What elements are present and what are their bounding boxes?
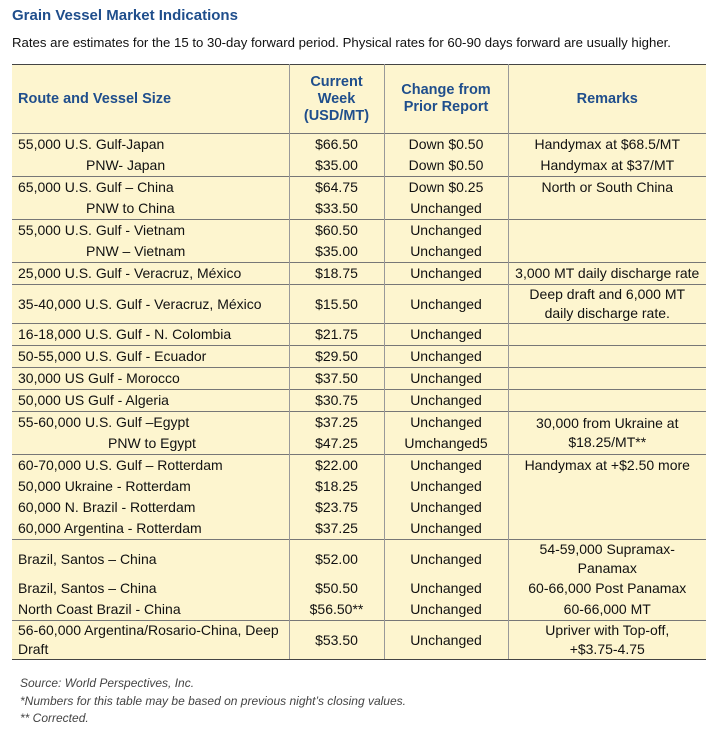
table-row <box>12 346 706 368</box>
route-cell: 56-60,000 Argentina/Rosario-China, Deep Draft <box>12 621 289 660</box>
header-change-line2: Prior Report <box>403 99 489 115</box>
rate-cell: $29.50 <box>289 346 384 368</box>
header-change <box>384 65 508 134</box>
page-subtitle: Rates are estimates for the 15 to 30-day forward period. Physical rates for 60-90 days forward are usually higher. <box>12 35 671 50</box>
footnote-corrected: ** Corrected. <box>20 711 89 725</box>
route-cell: PNW – Vietnam <box>12 241 289 263</box>
change-cell: Unchanged <box>384 324 508 346</box>
route-cell: 50,000 US Gulf - Algeria <box>12 390 289 412</box>
change-cell: Down $0.50 <box>384 155 508 177</box>
remarks-cell: 30,000 from Ukraine at $18.25/MT** <box>508 412 706 455</box>
table-row <box>12 578 706 599</box>
remarks-cell: Handymax at $68.5/MT <box>508 134 706 156</box>
table-row <box>12 621 706 660</box>
table-row <box>12 324 706 346</box>
route-cell: 55,000 U.S. Gulf-Japan <box>12 134 289 156</box>
footnote-closing-values: *Numbers for this table may be based on previous night’s closing values. <box>20 694 406 708</box>
table-row <box>12 599 706 621</box>
rate-cell: $37.25 <box>289 412 384 434</box>
remarks-cell <box>508 497 706 518</box>
rate-cell: $56.50** <box>289 599 384 621</box>
rate-cell: $47.25 <box>289 433 384 455</box>
remarks-cell <box>508 324 706 346</box>
remarks-cell: 54-59,000 Supramax-Panamax <box>508 540 706 579</box>
rates-table <box>12 64 706 660</box>
rate-cell: $18.75 <box>289 263 384 285</box>
remarks-cell: 60-66,000 MT <box>508 599 706 621</box>
change-cell: Unchanged <box>384 412 508 434</box>
route-cell: 55,000 U.S. Gulf - Vietnam <box>12 220 289 242</box>
route-cell: 16-18,000 U.S. Gulf - N. Colombia <box>12 324 289 346</box>
rate-cell: $23.75 <box>289 497 384 518</box>
route-cell: 50,000 Ukraine - Rotterdam <box>12 476 289 497</box>
change-cell: Unchanged <box>384 621 508 660</box>
change-cell: Unchanged <box>384 540 508 579</box>
table-header-row <box>12 65 706 134</box>
table-row <box>12 390 706 412</box>
change-cell: Unchanged <box>384 263 508 285</box>
remarks-cell <box>508 518 706 540</box>
change-cell: Unchanged <box>384 368 508 390</box>
rate-cell: $35.00 <box>289 155 384 177</box>
header-change-line1: Change from <box>401 82 491 98</box>
rate-cell: $64.75 <box>289 177 384 199</box>
change-cell: Unchanged <box>384 198 508 220</box>
rate-cell: $33.50 <box>289 198 384 220</box>
table-row <box>12 540 706 579</box>
route-cell: 35-40,000 U.S. Gulf - Veracruz, México <box>12 285 289 324</box>
change-cell: Unchanged <box>384 220 508 242</box>
rate-cell: $37.50 <box>289 368 384 390</box>
header-current-line2: Week <box>317 90 356 107</box>
table-row <box>12 497 706 518</box>
remarks-cell: Upriver with Top-off, +$3.75-4.75 <box>508 621 706 660</box>
change-cell: Unchanged <box>384 346 508 368</box>
route-cell: PNW to Egypt <box>12 433 289 455</box>
rate-cell: $30.75 <box>289 390 384 412</box>
route-cell: Brazil, Santos – China <box>12 578 289 599</box>
change-cell: Unchanged <box>384 241 508 263</box>
table-row <box>12 155 706 177</box>
rate-cell: $18.25 <box>289 476 384 497</box>
route-cell: 60-70,000 U.S. Gulf – Rotterdam <box>12 455 289 477</box>
remarks-cell: Deep draft and 6,000 MT daily discharge rate. <box>508 285 706 324</box>
change-cell: Umchanged5 <box>384 433 508 455</box>
table-row <box>12 285 706 324</box>
table-row <box>12 220 706 242</box>
change-cell: Unchanged <box>384 390 508 412</box>
table-row <box>12 455 706 477</box>
remarks-cell <box>508 241 706 263</box>
table-row <box>12 476 706 497</box>
rate-cell: $22.00 <box>289 455 384 477</box>
table-row <box>12 198 706 220</box>
route-cell: PNW- Japan <box>12 155 289 177</box>
change-cell: Unchanged <box>384 476 508 497</box>
remarks-cell: 3,000 MT daily discharge rate <box>508 263 706 285</box>
route-cell: Brazil, Santos – China <box>12 540 289 579</box>
change-cell: Down $0.50 <box>384 134 508 156</box>
route-cell: 60,000 Argentina - Rotterdam <box>12 518 289 540</box>
rate-cell: $66.50 <box>289 134 384 156</box>
header-route: Route and Vessel Size <box>12 65 289 134</box>
header-remarks: Remarks <box>508 65 706 134</box>
rate-cell: $35.00 <box>289 241 384 263</box>
header-current-line3: (USD/MT) <box>303 107 370 124</box>
route-cell: 55-60,000 U.S. Gulf –Egypt <box>12 412 289 434</box>
remarks-cell: 60-66,000 Post Panamax <box>508 578 706 599</box>
table-row <box>12 263 706 285</box>
change-cell: Unchanged <box>384 285 508 324</box>
change-cell: Unchanged <box>384 497 508 518</box>
header-current-week <box>289 65 384 134</box>
route-cell: 50-55,000 U.S. Gulf - Ecuador <box>12 346 289 368</box>
route-cell: North Coast Brazil - China <box>12 599 289 621</box>
table-row <box>12 368 706 390</box>
rate-cell: $50.50 <box>289 578 384 599</box>
table-row <box>12 134 706 156</box>
route-cell: 25,000 U.S. Gulf - Veracruz, México <box>12 263 289 285</box>
header-current-line1: Current <box>310 73 363 90</box>
table-row <box>12 518 706 540</box>
route-cell: 30,000 US Gulf - Morocco <box>12 368 289 390</box>
remarks-cell <box>508 476 706 497</box>
remarks-cell <box>508 346 706 368</box>
remarks-cell <box>508 220 706 242</box>
rate-cell: $37.25 <box>289 518 384 540</box>
change-cell: Unchanged <box>384 599 508 621</box>
rate-cell: $53.50 <box>289 621 384 660</box>
table-row <box>12 241 706 263</box>
rate-cell: $52.00 <box>289 540 384 579</box>
remarks-cell <box>508 198 706 220</box>
remarks-cell <box>508 368 706 390</box>
change-cell: Unchanged <box>384 578 508 599</box>
remarks-cell: Handymax at +$2.50 more <box>508 455 706 477</box>
remarks-cell: North or South China <box>508 177 706 199</box>
table-row <box>12 177 706 199</box>
page-title: Grain Vessel Market Indications <box>12 7 238 24</box>
rate-cell: $60.50 <box>289 220 384 242</box>
change-cell: Unchanged <box>384 455 508 477</box>
change-cell: Down $0.25 <box>384 177 508 199</box>
footnote-source: Source: World Perspectives, Inc. <box>20 676 195 690</box>
rate-cell: $21.75 <box>289 324 384 346</box>
remarks-cell <box>508 390 706 412</box>
route-cell: 60,000 N. Brazil - Rotterdam <box>12 497 289 518</box>
remarks-cell: Handymax at $37/MT <box>508 155 706 177</box>
table-row <box>12 412 706 434</box>
route-cell: PNW to China <box>12 198 289 220</box>
rate-cell: $15.50 <box>289 285 384 324</box>
route-cell: 65,000 U.S. Gulf – China <box>12 177 289 199</box>
change-cell: Unchanged <box>384 518 508 540</box>
